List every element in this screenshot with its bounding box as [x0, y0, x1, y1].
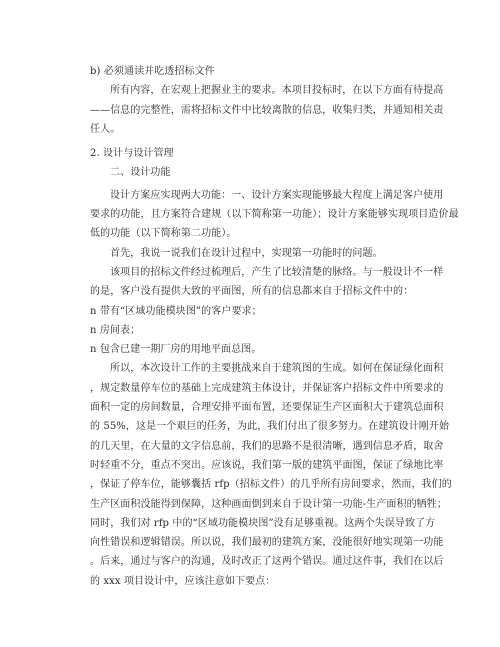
paragraph-line: 所以，本次设计工作的主要挑战来自于建筑图的生成。如何在保证绿化面积: [110, 363, 444, 375]
bullet-item: n 房间表；: [90, 324, 141, 336]
paragraph-line: 要求的功能，且方案符合建规（以下简称第一功能）；设计方案能够实现项目造价最: [90, 209, 459, 221]
paragraph-line: ，保证了停车位，能够囊括 rfp（招标文件）的几乎所有房间要求，然而，我们的: [90, 479, 452, 491]
paragraph-line: 时轻重不分，重点不突出。应该说，我们第一版的建筑平面图，保证了绿地比率: [90, 459, 444, 471]
paragraph-line: 的是，客户没有提供大致的平面图，所有的信息都来自于招标文件中的：: [90, 286, 414, 298]
paragraph-line: 首先，我说一说我们在设计过程中，实现第一功能时的问题。: [110, 247, 383, 259]
paragraph-line: 面积一定的房间数量，合理安排平面布置，还要保证生产区面积大于建筑总面积: [90, 402, 444, 414]
paragraph-line: ，规定数量停车位的基础上完成建筑主体设计，并保证客户招标文件中所要求的: [90, 382, 444, 394]
section-heading: 2. 设计与设计管理: [90, 148, 174, 160]
paragraph-line: 生产区面积没能得到保障，这种画面倒到来自于设计第一功能-生产面积的牺牲；: [90, 498, 447, 510]
paragraph-line: 设计方案应实现两大功能：一、设计方案实现能够最大程度上满足客户使用: [110, 189, 444, 201]
paragraph-line: 的 xxx 项目设计中，应该注意如下要点：: [90, 575, 276, 587]
paragraph-line: 所有内容，在宏观上把握业主的要求。本项目投标时，在以下方面有待提高: [110, 85, 444, 97]
subsection-heading: 二、设计功能: [110, 167, 171, 179]
paragraph-line: ——信息的完整性，需将招标文件中比较离散的信息，收集归类，并通知相关责: [90, 104, 444, 116]
bullet-item: n 包含已建一期厂房的用地平面总图。: [90, 344, 262, 356]
bullet-item: n 带有“区域功能模块图”的客户要求；: [90, 305, 262, 317]
paragraph-line: 向性错误和逻辑错误。所以说，我们最初的建筑方案，没能很好地实现第一功能: [90, 537, 444, 549]
document-body: [90, 62, 459, 591]
paragraph-line: 。后来，通过与客户的沟通，及时改正了这两个错误。通过这件事，我们在以后: [90, 556, 444, 568]
paragraph-line: 低的功能（以下简称第二功能）。: [90, 228, 237, 240]
paragraph-line: 同时，我们对 rfp 中的“区域功能模块图”没有足够重视。这两个失误导致了方: [90, 517, 436, 529]
paragraph-line: 任人。: [90, 123, 121, 135]
paragraph-line: 的 55%，这是一个艰巨的任务，为此，我们付出了很多努力。在建筑设计刚开始: [90, 421, 450, 433]
list-item-b: b) 必须通读并吃透招标文件: [90, 66, 215, 77]
paragraph-line: 的几天里，在大量的文字信息前，我们的思路不是很清晰，遇到信息矛盾，取舍: [90, 440, 444, 452]
paragraph-line: 该项目的招标文件经过梳理后，产生了比较清楚的脉络。与一般设计不一样: [110, 266, 444, 278]
